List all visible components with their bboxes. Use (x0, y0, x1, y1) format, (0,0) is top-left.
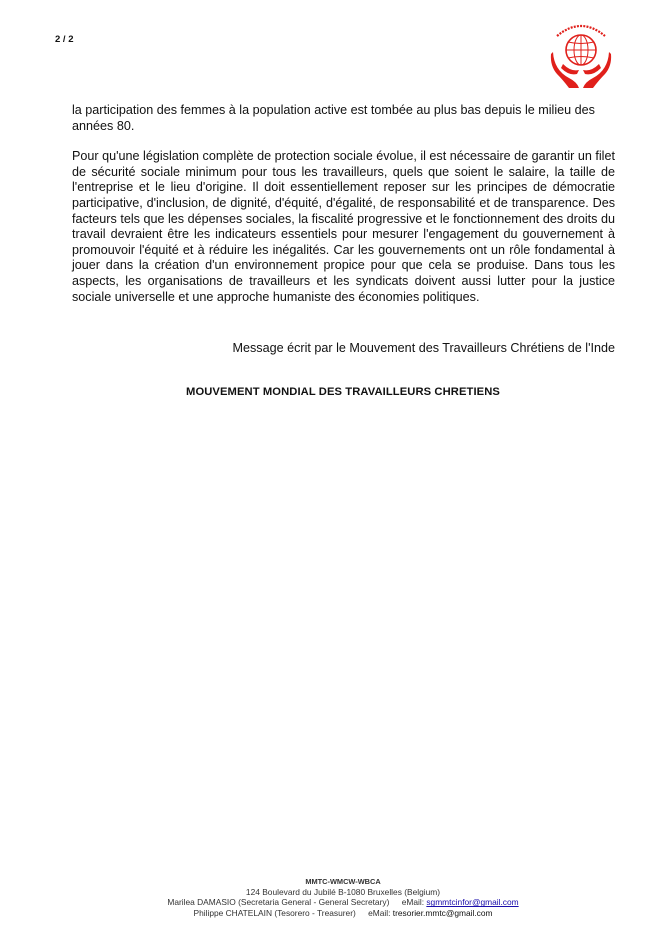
paragraph-2: Pour qu'une législation complète de protection sociale évolue, il est nécessaire de garantir un filet de sécurité sociale minimum pour tous les travailleurs, quels que soient le salaire, la taille de l'entreprise et le lieu d'origine. Il doit essentiellement reposer sur les principes de démocratie participative, d'inclusion, de dignité, d'équité, d'égalité, de responsabilité et de transparence. Des facteurs tels que les dépenses sociales, la fiscalité progressive et le fonctionnement des droits du travail devraient être les indicateurs essentiels pour mesurer l'engagement du gouvernement à promouvoir l'équité et à réduire les inégalités. Car les gouvernements ont un rôle fondamental à jouer dans la création d'un environnement propice pour que cela se produise. Dans tous les aspects, les organisations de travailleurs et les syndicats doivent aussi lutter pour la justice sociale universelle et une approche humaniste des économies politiques. (72, 149, 615, 304)
organization-title: MOUVEMENT MONDIAL DES TRAVAILLEURS CHRETIENS (186, 386, 500, 398)
footer-secretary-email-label: eMail: (401, 897, 425, 908)
footer-address: 124 Boulevard du Jubilé B-1080 Bruxelles (Belgium) (245, 887, 441, 898)
footer-secretary-row (0, 897, 671, 907)
treasurer-email[interactable]: tresorier.mmtc@gmail.com (392, 907, 493, 918)
signature-line: Message écrit par le Mouvement des Travailleurs Chrétiens de l'Inde (232, 341, 615, 355)
secretary-email-link[interactable]: sgmmtcinfor@gmail.com (426, 897, 519, 908)
footer-secretary: Marilea DAMASIO (Secretaria General - General Secretary) (167, 897, 390, 908)
page-number: 2 / 2 (55, 34, 74, 45)
footer-treasurer: Philippe CHATELAIN (Tesorero - Treasurer) (193, 907, 356, 918)
paragraph-1: la participation des femmes à la population active est tombée au plus bas depuis le milieu des années 80. (72, 103, 595, 133)
footer-treasurer-row (0, 908, 671, 918)
footer-treasurer-email-label: eMail: (368, 907, 391, 918)
letter-body (72, 103, 615, 320)
footer-org-code: MMTC-WMCW-WBCA (305, 877, 381, 886)
mmtc-globe-hands-logo-icon (549, 18, 613, 90)
footer (0, 877, 671, 918)
